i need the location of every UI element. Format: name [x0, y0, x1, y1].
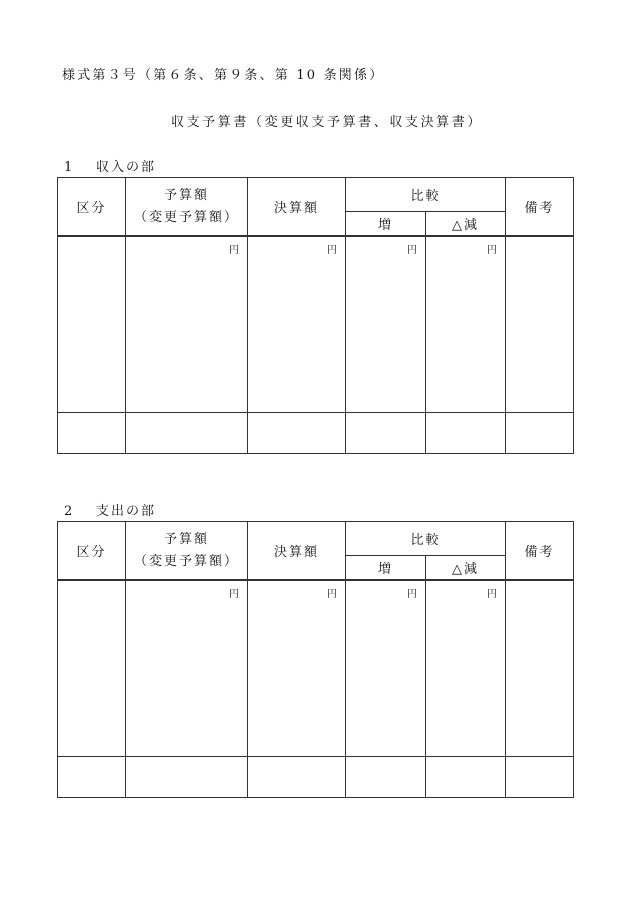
total-settlement-cell[interactable]: [248, 757, 346, 798]
col-header-decrease: △減: [426, 212, 506, 237]
col-header-increase: 増: [346, 556, 426, 581]
form-number-label: 様式第３号（第６条、第９条、第 10 条関係）: [62, 68, 385, 83]
budget-cell[interactable]: 円: [126, 236, 248, 413]
section-number: 2: [64, 504, 75, 519]
col-header-category: 区分: [58, 522, 126, 581]
total-decrease-cell[interactable]: [426, 757, 506, 798]
category-cell[interactable]: [58, 236, 126, 413]
total-remarks-cell[interactable]: [506, 413, 574, 454]
settlement-cell[interactable]: 円: [248, 580, 346, 757]
col-header-settlement: 決算額: [248, 178, 346, 237]
col-header-settlement: 決算額: [248, 522, 346, 581]
total-budget-cell[interactable]: [126, 413, 248, 454]
expense-table: [57, 521, 574, 798]
col-header-budget-line2: （変更予算額）: [133, 553, 239, 569]
increase-cell[interactable]: 円: [346, 236, 426, 413]
income-table: [57, 177, 574, 454]
document-title: 収支予算書（変更収支予算書、収支決算書）: [170, 115, 483, 130]
section-title: 支出の部: [96, 504, 157, 519]
remarks-cell[interactable]: [506, 580, 574, 757]
col-header-budget-line1: 予算額: [163, 187, 209, 203]
col-header-budget: [126, 178, 248, 237]
total-increase-cell[interactable]: [346, 413, 426, 454]
section-income-heading: [64, 156, 156, 175]
table-row: [58, 580, 574, 757]
section-title: 収入の部: [96, 160, 157, 175]
total-remarks-cell[interactable]: [506, 757, 574, 798]
remarks-cell[interactable]: [506, 236, 574, 413]
category-cell[interactable]: [58, 580, 126, 757]
decrease-cell[interactable]: 円: [426, 580, 506, 757]
table-row: [58, 236, 574, 413]
total-row: [58, 413, 574, 454]
col-header-remarks: 備考: [506, 522, 574, 581]
total-settlement-cell[interactable]: [248, 413, 346, 454]
col-header-budget-line1: 予算額: [163, 531, 209, 547]
budget-cell[interactable]: 円: [126, 580, 248, 757]
section-expense-heading: [64, 500, 156, 519]
increase-cell[interactable]: 円: [346, 580, 426, 757]
col-header-decrease: △減: [426, 556, 506, 581]
total-decrease-cell[interactable]: [426, 413, 506, 454]
col-header-comparison: 比較: [346, 522, 506, 556]
section-number: 1: [64, 160, 75, 175]
settlement-cell[interactable]: 円: [248, 236, 346, 413]
total-row: [58, 757, 574, 798]
total-budget-cell[interactable]: [126, 757, 248, 798]
total-category-cell[interactable]: [58, 413, 126, 454]
col-header-comparison: 比較: [346, 178, 506, 212]
col-header-budget-line2: （変更予算額）: [133, 209, 239, 225]
decrease-cell[interactable]: 円: [426, 236, 506, 413]
total-category-cell[interactable]: [58, 757, 126, 798]
col-header-category: 区分: [58, 178, 126, 237]
col-header-increase: 増: [346, 212, 426, 237]
total-increase-cell[interactable]: [346, 757, 426, 798]
col-header-budget: [126, 522, 248, 581]
col-header-remarks: 備考: [506, 178, 574, 237]
